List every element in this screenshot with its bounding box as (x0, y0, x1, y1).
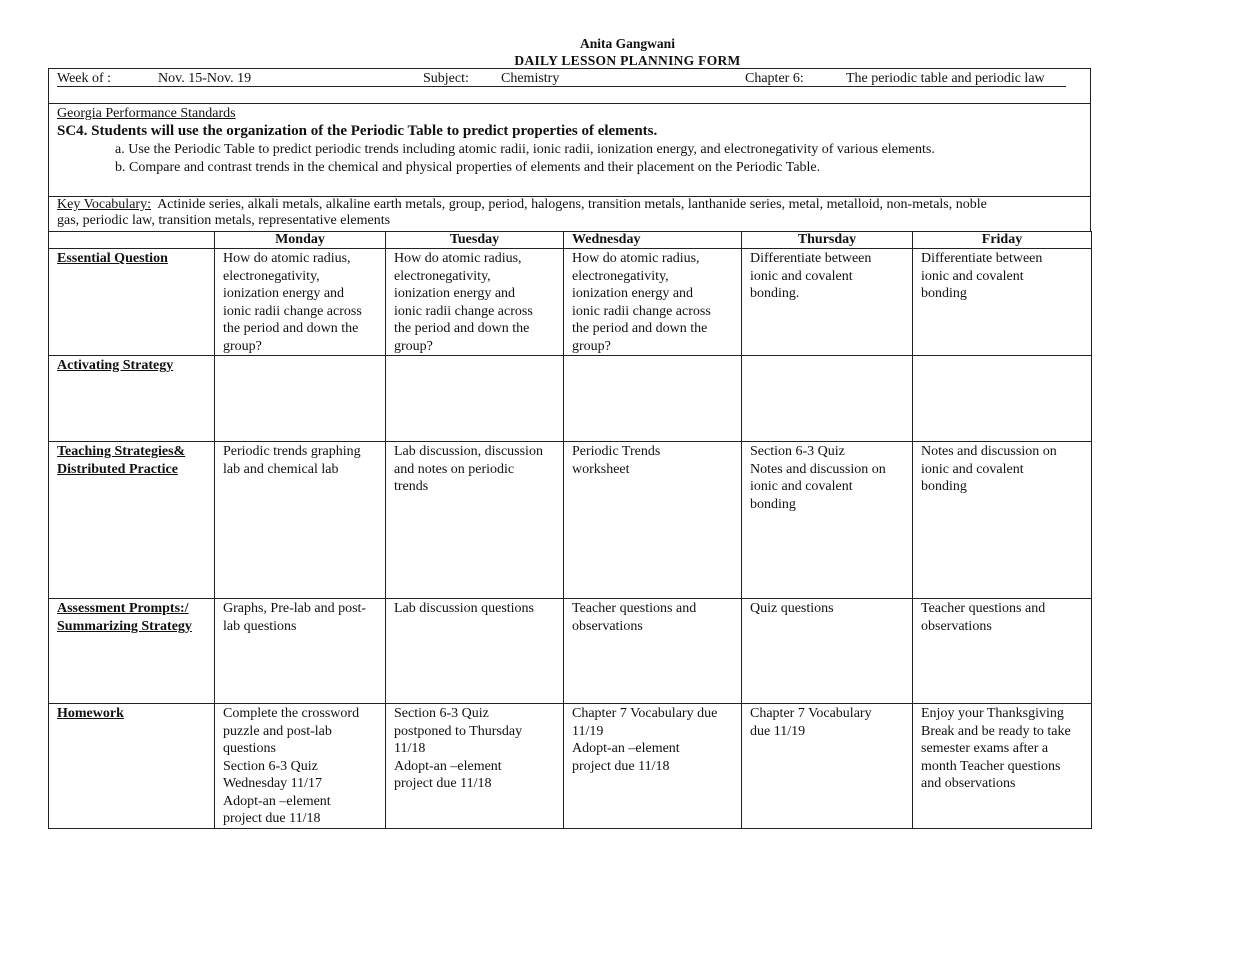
label-essential-question: Essential Question (49, 249, 215, 356)
row-essential-question (49, 249, 1092, 356)
label-activating-strategy: Activating Strategy (49, 356, 215, 442)
activating-strategy-thursday (742, 356, 913, 442)
standard-element-b: b. Compare and contrast trends in the chemical and physical properties of elements and their placement on the Periodic Table. (115, 160, 821, 175)
essential-question-thursday: Differentiate between ionic and covalent bonding. (742, 249, 913, 356)
vocabulary-line-1 (57, 197, 987, 213)
day-header-tuesday: Tuesday (386, 232, 564, 249)
homework-tuesday: Section 6-3 Quiz postponed to Thursday 11/18 Adopt-an –element project due 11/18 (386, 704, 564, 829)
assessment-prompts-wednesday: Teacher questions and observations (564, 599, 742, 704)
chapter-label: Chapter 6: (745, 71, 804, 86)
teaching-strategies-wednesday: Periodic Trends worksheet (564, 442, 742, 599)
assessment-prompts-thursday: Quiz questions (742, 599, 913, 704)
teaching-strategies-thursday: Section 6-3 Quiz Notes and discussion on ionic and covalent bonding (742, 442, 913, 599)
homework-wednesday: Chapter 7 Vocabulary due 11/19 Adopt-an –element project due 11/18 (564, 704, 742, 829)
row-assessment-prompts (49, 599, 1092, 704)
week-row-underline (57, 86, 1066, 87)
subject-label: Subject: (423, 71, 469, 86)
homework-thursday: Chapter 7 Vocabulary due 11/19 (742, 704, 913, 829)
corner-cell (49, 232, 215, 249)
assessment-prompts-friday: Teacher questions and observations (913, 599, 1092, 704)
essential-question-monday: How do atomic radius, electronegativity, ionization energy and ionic radii change across the period and down the group? (215, 249, 386, 356)
lesson-plan-table (48, 231, 1092, 829)
teaching-strategies-tuesday: Lab discussion, discussion and notes on periodic trends (386, 442, 564, 599)
homework-monday: Complete the crossword puzzle and post-lab questions Section 6-3 Quiz Wednesday 11/17 Adopt-an –element project due 11/18 (215, 704, 386, 829)
day-header-row (49, 232, 1092, 249)
document-author: Anita Gangwani (580, 36, 675, 51)
key-vocabulary-section (48, 197, 1091, 232)
teaching-strategies-monday: Periodic trends graphing lab and chemical lab (215, 442, 386, 599)
essential-question-wednesday: How do atomic radius, electronegativity, ionization energy and ionic radii change across the period and down the group? (564, 249, 742, 356)
essential-question-tuesday: How do atomic radius, electronegativity, ionization energy and ionic radii change across the period and down the group? (386, 249, 564, 356)
assessment-prompts-tuesday: Lab discussion questions (386, 599, 564, 704)
vocabulary-label: Key Vocabulary: (57, 197, 151, 212)
row-homework (49, 704, 1092, 829)
subject-value: Chemistry (501, 71, 560, 86)
chapter-value: The periodic table and periodic law (846, 71, 1045, 86)
standards-section (48, 104, 1091, 197)
form-title: DAILY LESSON PLANNING FORM (514, 53, 741, 68)
day-header-wednesday: Wednesday (564, 232, 742, 249)
week-subject-row (48, 68, 1091, 104)
activating-strategy-tuesday (386, 356, 564, 442)
activating-strategy-monday (215, 356, 386, 442)
standard-sc4: SC4. Students will use the organization of the Periodic Table to predict properties of elements. (57, 123, 658, 139)
activating-strategy-wednesday (564, 356, 742, 442)
day-header-friday: Friday (913, 232, 1092, 249)
essential-question-friday: Differentiate between ionic and covalent bonding (913, 249, 1092, 356)
row-activating-strategy (49, 356, 1092, 442)
vocabulary-line-2: gas, periodic law, transition metals, representative elements (57, 213, 391, 228)
standards-heading: Georgia Performance Standards (57, 106, 236, 121)
label-assessment-prompts: Assessment Prompts:/ Summarizing Strategy (49, 599, 215, 704)
standard-element-a: a. Use the Periodic Table to predict periodic trends including atomic radii, ionic radii, ionization energy, and electronegativity of various elements. (115, 142, 935, 157)
assessment-prompts-monday: Graphs, Pre-lab and post- lab questions (215, 599, 386, 704)
activating-strategy-friday (913, 356, 1092, 442)
label-homework: Homework (49, 704, 215, 829)
row-teaching-strategies (49, 442, 1092, 599)
vocabulary-terms: Actinide series, alkali metals, alkaline earth metals, group, period, halogens, transition metals, lanthanide series, metal, metalloid, non-metals, noble (150, 197, 987, 212)
week-value: Nov. 15-Nov. 19 (158, 71, 252, 86)
week-label: Week of : (57, 71, 112, 86)
teaching-strategies-friday: Notes and discussion on ionic and covalent bonding (913, 442, 1092, 599)
day-header-monday: Monday (215, 232, 386, 249)
homework-friday: Enjoy your Thanksgiving Break and be ready to take semester exams after a month Teacher questions and observations (913, 704, 1092, 829)
label-teaching-strategies: Teaching Strategies& Distributed Practice (49, 442, 215, 599)
day-header-thursday: Thursday (742, 232, 913, 249)
